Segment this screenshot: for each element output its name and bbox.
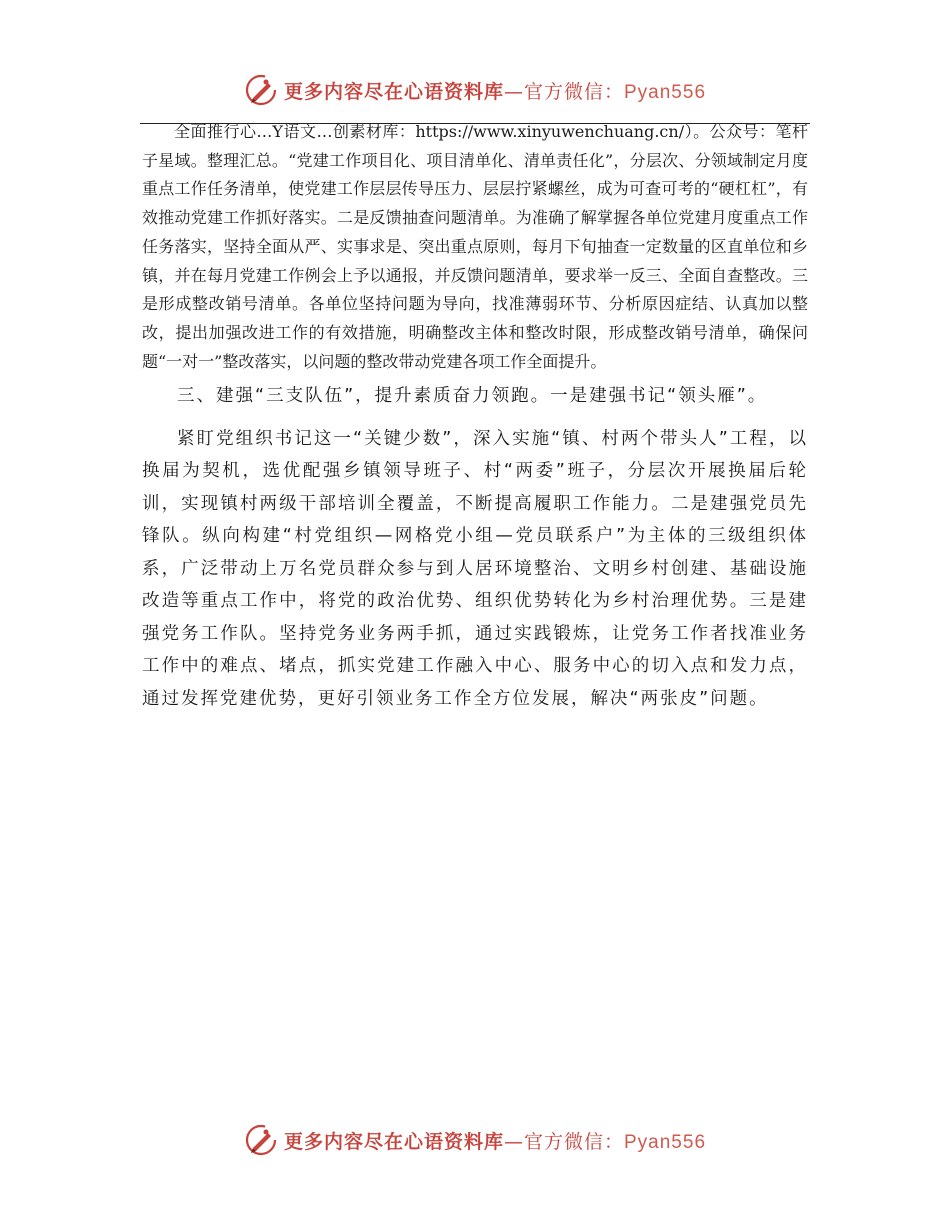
- header-brand-main: 更多内容尽在心语资料库: [283, 80, 504, 103]
- body-paragraph-1: 全面推行心…Y语文…创素材库：https://www.xinyuwenchuang.cn/）。公众号：笔杆子星域。整理汇总。“党建工作项目化、项目清单化、清单责任化”，分层次、分领域制定月度重点工作任务清单，使党建工作层层传导压力、层层拧紧螺丝，成为可查可考的“硬杠杠”，有效推动党建工作抓好落实。二是反馈抽查问题清单。为准确了解掌握各单位党建月度重点工作任务落实，坚持全面从严、实事求是、突出重点原则，每月下旬抽查一定数量的区直单位和乡镇，并在每月党建工作例会上予以通报，并反馈问题清单，要求举一反三、全面自查整改。三是形成整改销号清单。各单位坚持问题为导向，找准薄弱环节、分析原因症结、认真加以整改，提出加强改进工作的有效措施，明确整改主体和整改时限，形成整改销号清单，确保问题“一对一”整改落实，以问题的整改带动党建各项工作全面提升。: [142, 122, 808, 371]
- header-brand-dash: —: [503, 80, 524, 103]
- pen-logo-icon: [244, 1123, 278, 1157]
- footer-brand-wechat: 官方微信：: [523, 1130, 624, 1153]
- page-header: [0, 70, 950, 110]
- header-brand-text: [284, 77, 706, 104]
- footer-brand-text: [284, 1127, 706, 1154]
- footer-brand-dash: —: [503, 1130, 524, 1153]
- footer-brand-id: Pyan556: [624, 1131, 707, 1153]
- footer-brand-main: 更多内容尽在心语资料库: [283, 1130, 504, 1153]
- footer-brand: [244, 1123, 706, 1157]
- header-brand-id: Pyan556: [624, 81, 707, 103]
- body-paragraph-3: 紧盯党组织书记这一“关键少数”，深入实施“镇、村两个带头人”工程，以换届为契机，选优配强乡镇领导班子、村“两委”班子，分层次开展换届后轮训，实现镇村两级干部培训全覆盖，不断提高履职工作能力。二是建强党员先锋队。纵向构建“村党组织—网格党小组—党员联系户”为主体的三级组织体系，广泛带动上万名党员群众参与到人居环境整治、文明乡村创建、基础设施改造等重点工作中，将党的政治优势、组织优势转化为乡村治理优势。三是建强党务工作队。坚持党务业务两手抓，通过实践锻炼，让党务工作者找准业务工作中的难点、堵点，抓实党建工作融入中心、服务中心的切入点和发力点，通过发挥党建优势，更好引领业务工作全方位发展，解决“两张皮”问题。: [142, 428, 808, 709]
- body-paragraph-2: 三、建强“三支队伍”，提升素质奋力领跑。一是建强书记“领头雁”。: [177, 386, 768, 407]
- page-footer: [0, 1120, 950, 1160]
- document-body: [142, 118, 808, 715]
- header-brand: [244, 73, 706, 107]
- header-brand-wechat: 官方微信：: [523, 80, 624, 103]
- pen-logo-icon: [244, 73, 278, 107]
